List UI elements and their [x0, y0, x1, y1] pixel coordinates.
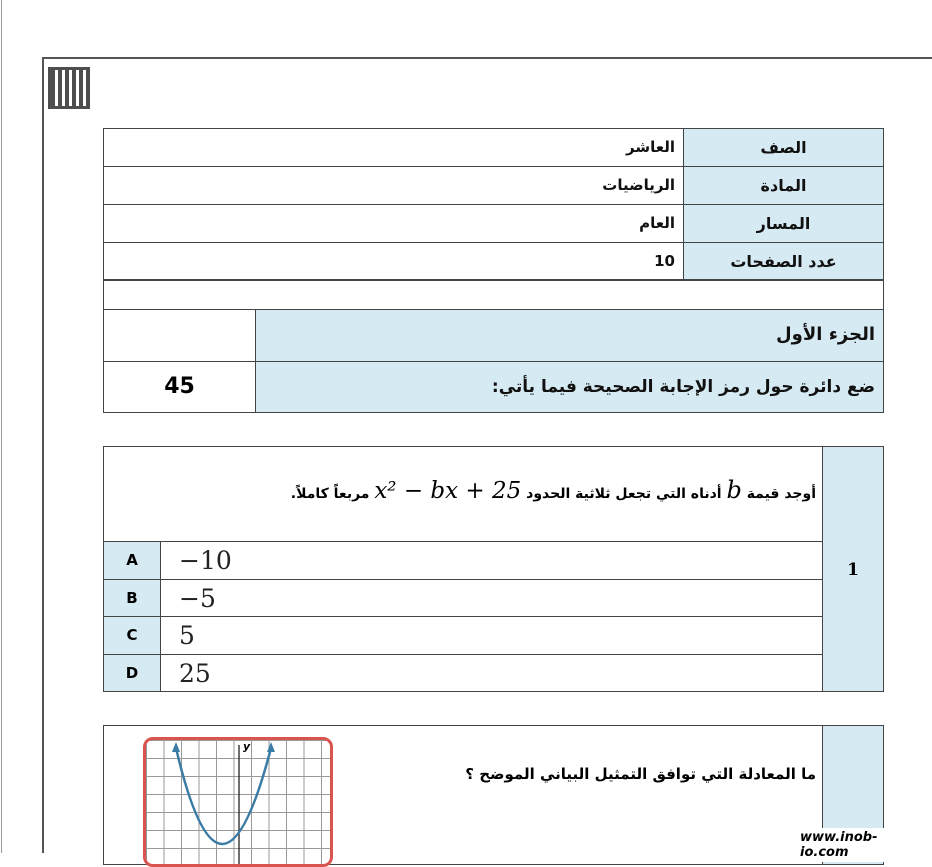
y-axis-label: y [243, 740, 251, 753]
spacer-row [103, 279, 884, 310]
option-value[interactable]: −5 [160, 579, 823, 618]
info-label: الصف [683, 128, 884, 167]
q-text-a: أوجد قيمة [746, 486, 816, 502]
outer-edge [1, 0, 2, 853]
info-label: المسار [683, 204, 884, 243]
q-text-b: أدناه التي تجعل ثلاثية الحدود [526, 486, 722, 502]
watermark: www.inob-io.com [792, 828, 932, 862]
parabola-curve [176, 748, 271, 844]
info-value: العام [103, 204, 684, 243]
question-number-cell [822, 446, 884, 692]
info-value: 10 [103, 242, 684, 281]
option-letter[interactable]: D [103, 654, 161, 693]
q-text-c: مربعاً كاملاً. [290, 486, 370, 502]
part-title: الجزء الأول [255, 309, 884, 362]
q-var: b [726, 476, 742, 504]
question-1-text [110, 470, 816, 514]
info-label: عدد الصفحات [683, 242, 884, 281]
parabola-graph [143, 737, 333, 867]
part-score-empty [103, 309, 256, 362]
arrow-right [267, 742, 275, 752]
question-number: 1 [847, 560, 859, 580]
option-letter[interactable]: B [103, 579, 161, 618]
info-value: الرياضيات [103, 166, 684, 205]
page-border-left [42, 57, 44, 853]
info-value: العاشر [103, 128, 684, 167]
page-border-top [42, 57, 932, 59]
option-letter[interactable]: C [103, 616, 161, 655]
option-letter[interactable]: A [103, 541, 161, 580]
q-expression: x² − bx + 25 [374, 478, 522, 504]
part-instruction: ضع دائرة حول رمز الإجابة الصحيحة فيما يأتي: [255, 361, 884, 413]
option-value[interactable]: 25 [160, 654, 823, 693]
part-score: 45 [103, 361, 256, 413]
question-2-text: ما المعادلة التي توافق التمثيل البياني الموضح ؟ [465, 765, 816, 783]
option-value[interactable]: −10 [160, 541, 823, 580]
info-label: المادة [683, 166, 884, 205]
arrow-left [172, 742, 180, 752]
qr-code-icon [48, 67, 90, 109]
option-value[interactable]: 5 [160, 616, 823, 655]
